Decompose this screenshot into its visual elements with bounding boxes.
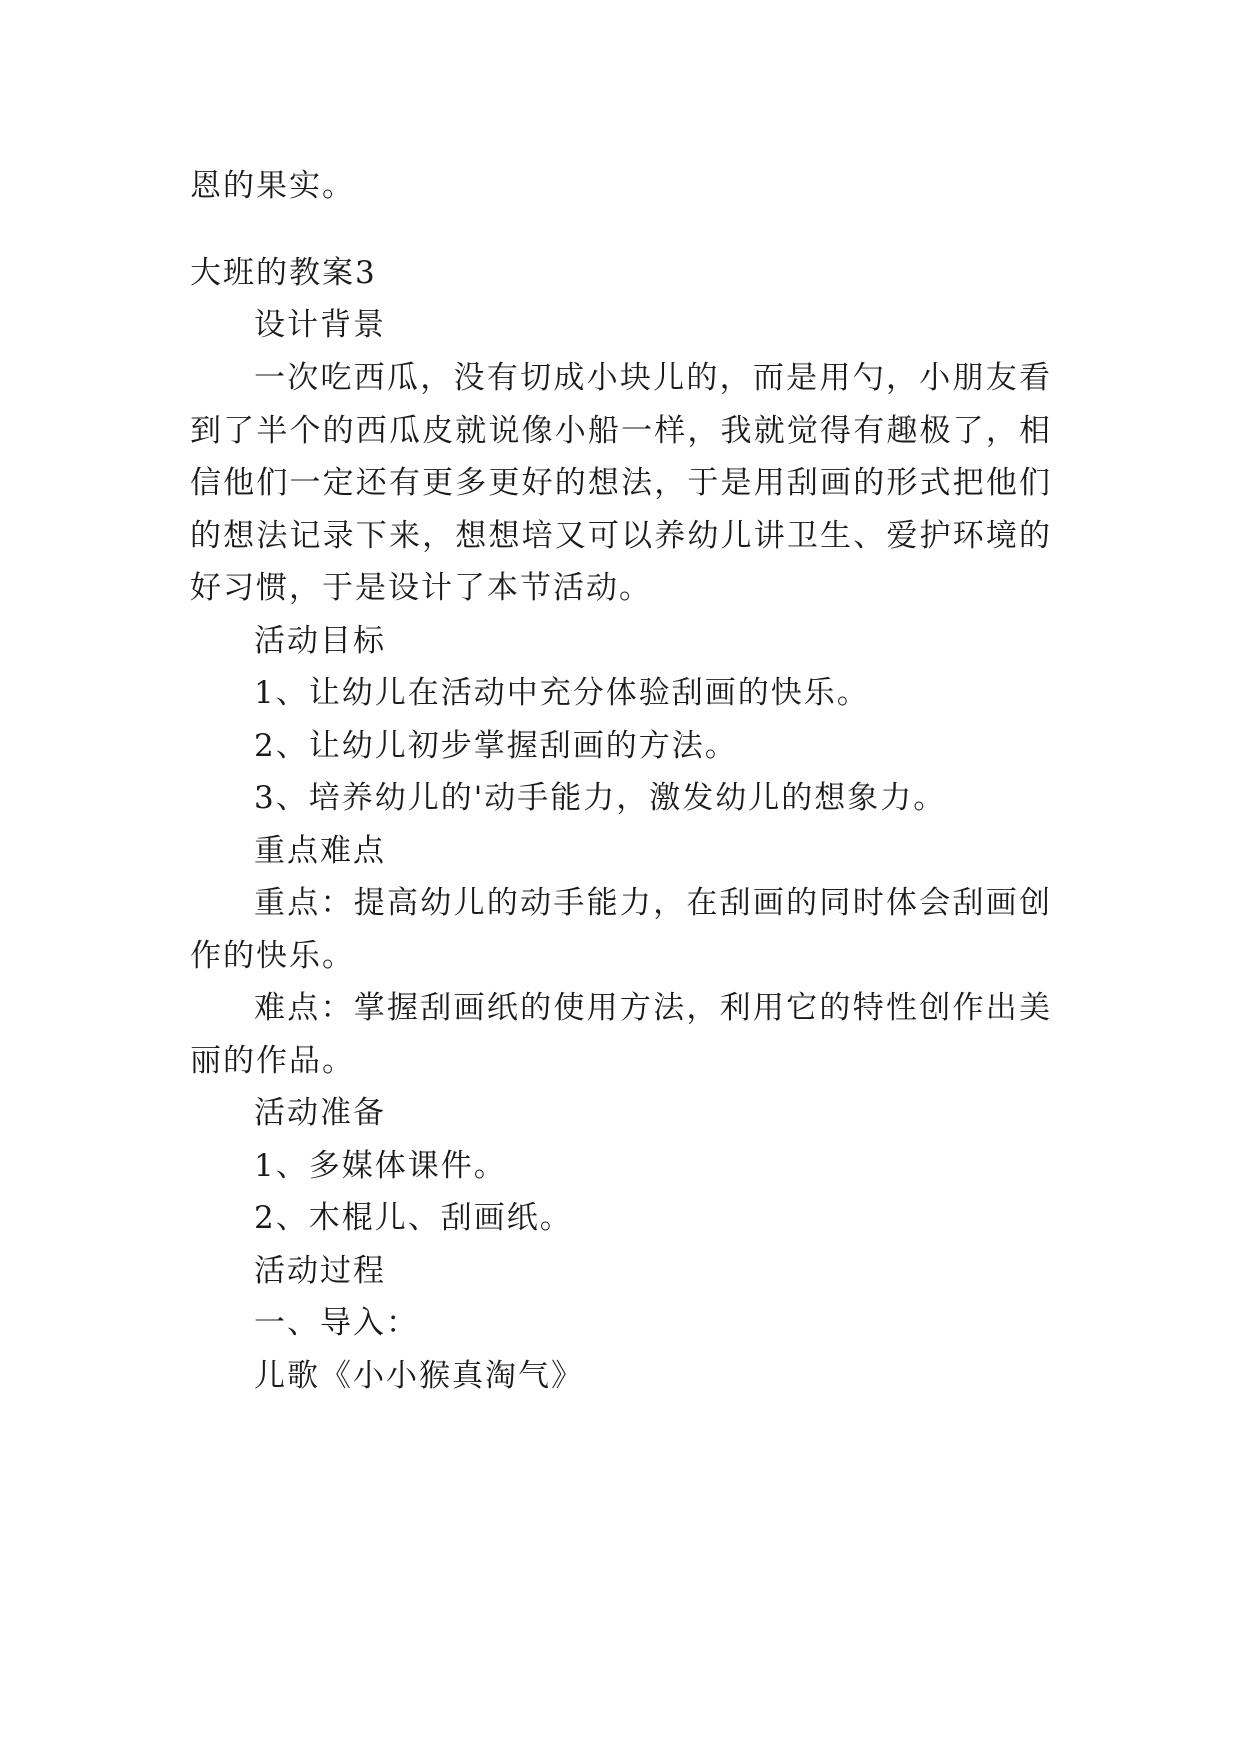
list-item: 3、培养幼儿的'动手能力，激发幼儿的想象力。	[254, 780, 947, 816]
paragraph-line: 好习惯，于是设计了本节活动。	[190, 570, 652, 606]
paragraph-line: 丽的作品。	[190, 1043, 355, 1079]
paragraph-line: 到了半个的西瓜皮就说像小船一样，我就觉得有趣极了，相	[190, 413, 1050, 449]
list-item: 2、木棍儿、刮画纸。	[254, 1200, 573, 1236]
heading-activity-goals: 活动目标	[254, 623, 386, 659]
section-title: 大班的教案3	[190, 255, 377, 291]
heading-activity-process: 活动过程	[254, 1253, 386, 1289]
list-item: 1、多媒体课件。	[254, 1148, 507, 1184]
list-item: 2、让幼儿初步掌握刮画的方法。	[254, 728, 738, 764]
paragraph-line: 儿歌《小小猴真淘气》	[254, 1358, 584, 1394]
paragraph-line: 难点：掌握刮画纸的使用方法，利用它的特性创作出美	[254, 990, 1050, 1026]
heading-design-background: 设计背景	[254, 307, 386, 343]
heading-activity-preparation: 活动准备	[254, 1095, 386, 1131]
paragraph-line: 信他们一定还有更多更好的想法，于是用刮画的形式把他们	[190, 465, 1050, 501]
paragraph-line: 重点：提高幼儿的动手能力，在刮画的同时体会刮画创	[254, 885, 1050, 921]
paragraph-line: 作的快乐。	[190, 938, 355, 974]
text-line-continuation: 恩的果实。	[190, 168, 355, 204]
paragraph-line: 的想法记录下来，想想培又可以养幼儿讲卫生、爱护环境的	[190, 518, 1050, 554]
heading-key-difficulties: 重点难点	[254, 833, 386, 869]
paragraph-line: 一次吃西瓜，没有切成小块儿的，而是用勺，小朋友看	[254, 360, 1050, 396]
list-item: 1、让幼儿在活动中充分体验刮画的快乐。	[254, 675, 870, 711]
list-item: 一、导入：	[254, 1305, 419, 1341]
